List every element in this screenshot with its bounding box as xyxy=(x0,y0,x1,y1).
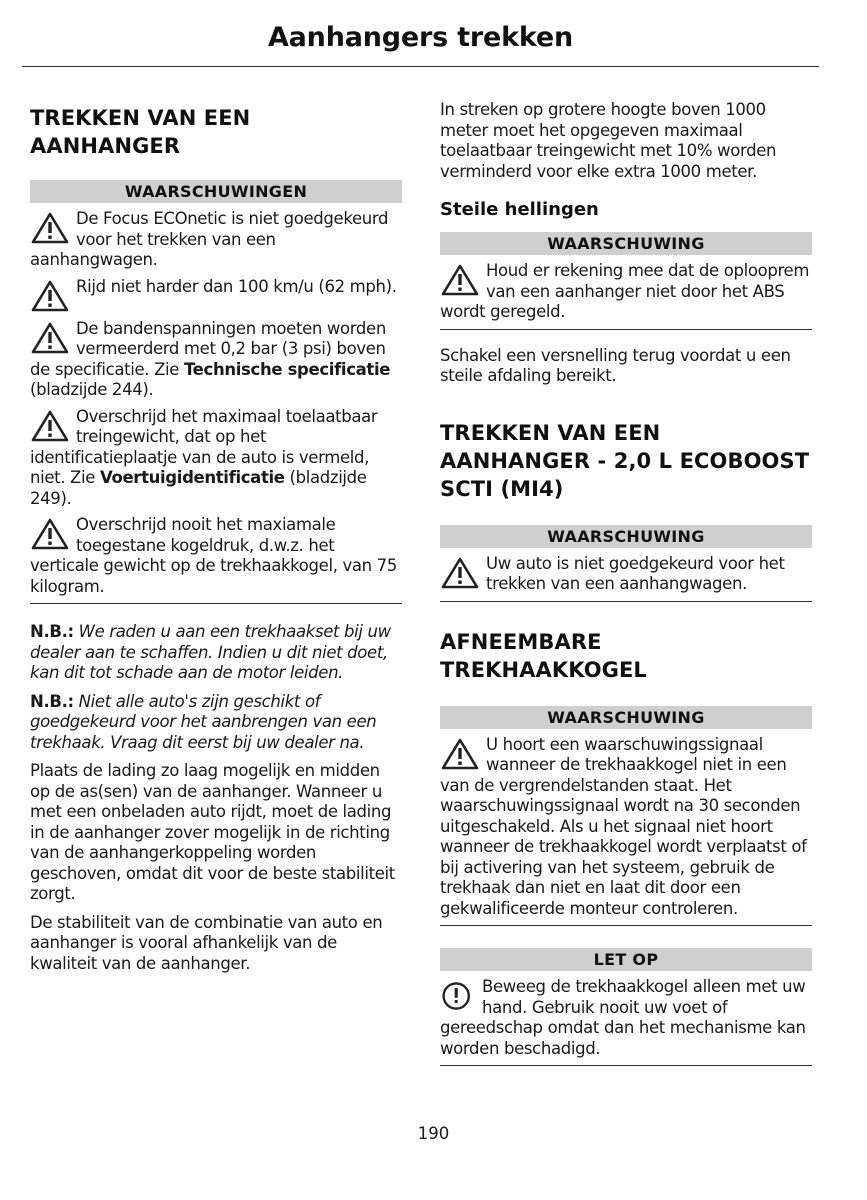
warnings-box xyxy=(30,180,402,604)
warning-text: Houd er rekening mee dat de oplooprem van een aanhanger niet door het ABS wordt geregeld. xyxy=(440,261,810,321)
warning-triangle-icon xyxy=(30,321,70,355)
caution-box xyxy=(440,948,812,1066)
note-label: N.B.: xyxy=(30,691,74,711)
warning-triangle-icon xyxy=(440,556,480,590)
warning-item xyxy=(30,319,402,401)
warning-box-label: WAARSCHUWING xyxy=(440,706,812,729)
warning-box-ecoboost xyxy=(440,525,812,602)
warning-text: Overschrijd nooit het maxiamale toegestane kogeldruk, d.w.z. het verticale gewicht op de trekhaakkogel, van 75 kilogram. xyxy=(30,515,397,596)
page-title: Aanhangers trekken xyxy=(267,22,574,53)
paragraph: De stabiliteit van de combinatie van auto en aanhanger is vooral afhankelijk van de kwaliteit van de aanhanger. xyxy=(30,912,383,973)
left-column xyxy=(30,100,402,974)
altitude-paragraph: In streken op grotere hoogte boven 1000 meter moet het opgegeven maximaal toelaatbaar treingewicht met 10% worden verminderd voor elke extra 1000 meter. xyxy=(440,100,777,181)
warning-text: Uw auto is niet goedgekeurd voor het trekken van een aanhangwagen. xyxy=(486,553,785,593)
warning-text-part: (bladzijde 244). xyxy=(30,380,154,399)
paragraph: Plaats de lading zo laag mogelijk en midden op de as(sen) van de aanhanger. Wanneer u met een onbeladen auto rijdt, moet de lading in de aanhanger zover mogelijk in de richting van de aanhangerkoppeling worden geschoven, omdat dit voor de beste stabiliteit zorgt. xyxy=(30,761,395,903)
warning-item xyxy=(440,735,812,927)
warning-text-part: Overschrijd het maximaal toelaatbaar treingewicht, dat op het identificatieplaatje van de auto is vermeld, niet. Zie xyxy=(30,406,378,487)
cross-reference-link[interactable]: Voertuigidentificatie xyxy=(99,468,285,487)
page-number: 190 xyxy=(417,1124,450,1143)
warning-text-part: De bandenspanningen moeten worden vermeerderd met 0,2 bar (3 psi) boven de specificatie. Zie xyxy=(30,318,386,379)
note-text: We raden u aan een trekhaakset bij uw dealer aan te schaffen. Indien u dit niet doet, kan dit tot schade aan de motor leiden. xyxy=(30,622,391,682)
warning-item xyxy=(30,407,402,510)
warning-box-steep xyxy=(440,232,812,330)
warning-triangle-icon xyxy=(30,211,70,245)
note-label: N.B.: xyxy=(30,622,74,641)
warning-text: Rijd niet harder dan 100 km/u (62 mph). xyxy=(76,276,397,296)
caution-exclamation-icon xyxy=(440,979,476,1013)
paragraph: Schakel een versnelling terug voordat u een steile afdaling bereikt. xyxy=(440,345,791,385)
caution-box-label: LET OP xyxy=(440,948,812,971)
warning-item xyxy=(30,277,402,313)
cross-reference-link[interactable]: Technische specificatie xyxy=(183,359,391,379)
warning-text-part: (bladzijde 249). xyxy=(30,468,367,508)
note-text: Niet alle auto's zijn geschikt of goedgekeurd voor het aanbrengen van een trekhaak. Vraag dit eerst bij uw dealer na. xyxy=(30,691,377,752)
warnings-box-label: WAARSCHUWINGEN xyxy=(30,180,402,203)
warning-box-label: WAARSCHUWING xyxy=(440,525,812,548)
warning-triangle-icon xyxy=(440,737,480,771)
warning-item xyxy=(30,515,402,604)
warning-text: U hoort een waarschuwingssignaal wanneer de trekhaakkogel niet in een van de vergrendelstanden staat. Het waarschuwingssignaal wordt na 30 seconden uitgeschakeld. Als u het signaal niet hoort wanneer de trekhaakkogel wordt verplaatst of bij activering van het systeem, gebruik de trekhaak dan niet en laat dit door een gekwalificeerde monteur controleren. xyxy=(440,734,807,918)
page-header xyxy=(22,18,819,67)
warning-text xyxy=(30,407,402,510)
warning-box-detachable xyxy=(440,706,812,927)
caution-item xyxy=(440,977,812,1066)
warning-triangle-icon xyxy=(440,263,480,297)
warning-item xyxy=(30,209,402,271)
note xyxy=(30,622,402,684)
warning-triangle-icon xyxy=(30,279,70,313)
right-column xyxy=(440,100,812,1066)
warning-text: De Focus ECOnetic is niet goedgekeurd voor het trekken van een aanhangwagen. xyxy=(30,209,389,269)
section-heading-ecoboost: TREKKEN VAN EEN AANHANGER - 2,0 L ECOBOOST SCTI (MI4) xyxy=(440,420,810,501)
warning-triangle-icon xyxy=(30,409,70,443)
section-heading-steep: Steile hellingen xyxy=(440,199,599,220)
warning-item xyxy=(440,261,812,330)
note xyxy=(30,692,402,754)
section-heading-detachable: AFNEEMBARE TREKHAAKKOGEL xyxy=(440,629,647,682)
warning-box-label: WAARSCHUWING xyxy=(440,232,812,255)
section-heading-towing: TREKKEN VAN EEN AANHANGER xyxy=(30,106,251,158)
caution-text: Beweeg de trekhaakkogel alleen met uw hand. Gebruik nooit uw voet of gereedschap omdat dan het mechanisme kan worden beschadigd. xyxy=(440,977,806,1058)
warning-triangle-icon xyxy=(30,517,70,551)
warning-text xyxy=(30,319,402,401)
warning-item xyxy=(440,554,812,602)
